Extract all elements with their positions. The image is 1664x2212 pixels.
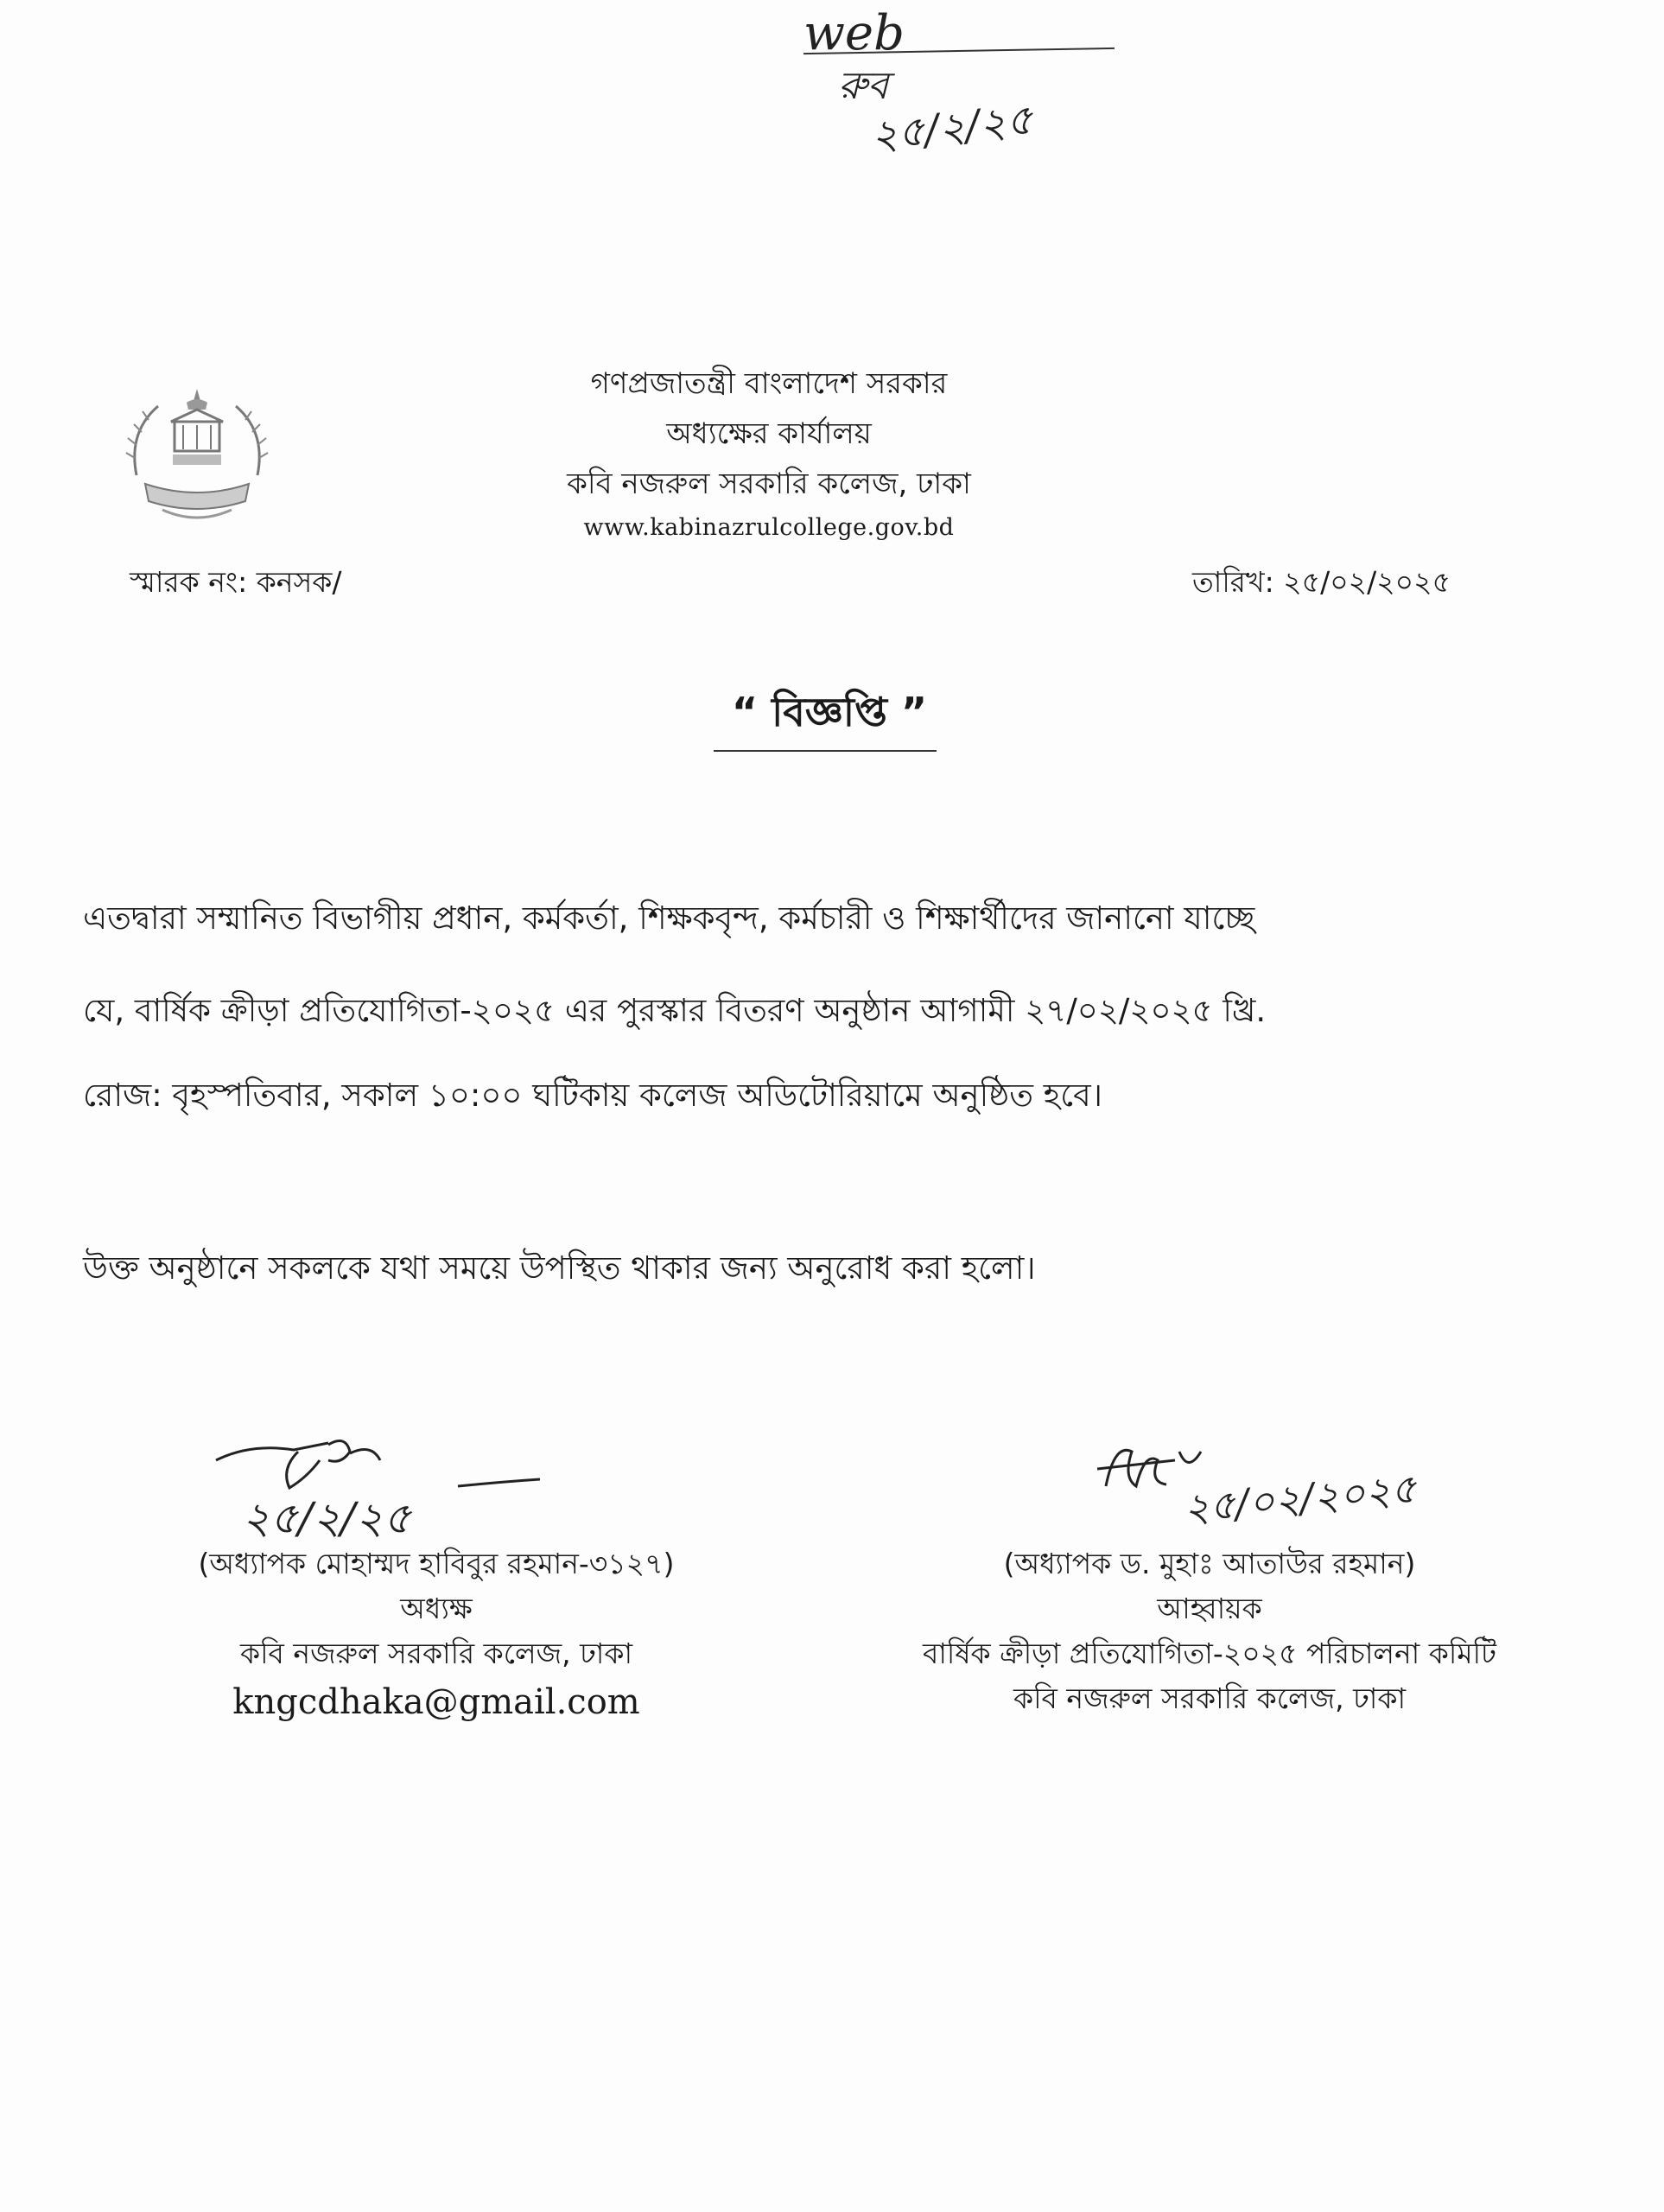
notice-date: তারিখ: ২৫/০২/২০২৫ xyxy=(1192,565,1451,599)
handwritten-annotation xyxy=(803,0,1132,161)
left-signatory-college: কবি নজরুল সরকারি কলেজ, ঢাকা xyxy=(239,1637,633,1670)
signature-left-date: ২৫/২/২৫ xyxy=(242,1493,412,1543)
signature-left xyxy=(199,1434,562,1547)
annotation-initials: রুব xyxy=(838,64,889,108)
letterhead xyxy=(484,359,1054,547)
body-line-2: যে, বার্ষিক ক্রীড়া প্রতিযোগিতা-২০২৫ এর পুরস্কার বিতরণ অনুষ্ঠান আগামী ২৭/০২/২০২৫ খ্রি. xyxy=(83,992,1267,1029)
college-website: www.kabinazrulcollege.gov.bd xyxy=(583,514,955,541)
contact-email: kngcdhaka@gmail.com xyxy=(232,1682,640,1722)
signature-right-date: ২৫/০২/২০২৫ xyxy=(1181,1465,1419,1532)
left-signatory-designation: অধ্যক্ষ xyxy=(400,1592,473,1625)
college-seal-icon xyxy=(111,372,283,544)
right-signatory-designation: আহ্বায়ক xyxy=(1157,1592,1262,1625)
title-underline xyxy=(714,750,937,752)
signature-right xyxy=(1097,1434,1460,1547)
notice-title: “ বিজ্ঞপ্তি ” xyxy=(731,689,928,735)
signatory-right xyxy=(847,1541,1572,1721)
body-line-3: রোজ: বৃহস্পতিবার, সকাল ১০:০০ ঘটিকায় কলেজ অডিটোরিয়ামে অনুষ্ঠিত হবে। xyxy=(83,1077,1102,1114)
right-signatory-committee: বার্ষিক ক্রীড়া প্রতিযোগিতা-২০২৫ পরিচালনা কমিটি xyxy=(922,1637,1497,1670)
right-signatory-college: কবি নজরুল সরকারি কলেজ, ঢাকা xyxy=(1013,1681,1407,1715)
body-line-1: এতদ্বারা সম্মানিত বিভাগীয় প্রধান, কর্মকর্তা, শিক্ষকবৃন্দ, কর্মচারী ও শিক্ষার্থীদের জানানো যাচ্ছে xyxy=(83,899,1255,937)
annotation-date: ২৫/২/২৫ xyxy=(868,95,1036,161)
left-signatory-name: (অধ্যাপক মোহাম্মদ হাবিবুর রহমান-৩১২৭) xyxy=(198,1547,675,1580)
annotation-web: web xyxy=(803,5,905,61)
college-name: কবি নজরুল সরকারি কলেজ, ঢাকা xyxy=(567,467,971,501)
right-signatory-name: (অধ্যাপক ড. মুহাঃ আতাউর রহমান) xyxy=(1003,1547,1416,1580)
memo-number: স্মারক নং: কনসক/ xyxy=(130,565,342,599)
government-name: গণপ্রজাতন্ত্রী বাংলাদেশ সরকার xyxy=(590,366,948,401)
office-name: অধ্যক্ষের কার্যালয় xyxy=(666,416,872,451)
signatory-left xyxy=(138,1541,734,1728)
body-line-4: উক্ত অনুষ্ঠানে সকলকে যথা সময়ে উপস্থিত থাকার জন্য অনুরোধ করা হলো। xyxy=(83,1249,1036,1287)
